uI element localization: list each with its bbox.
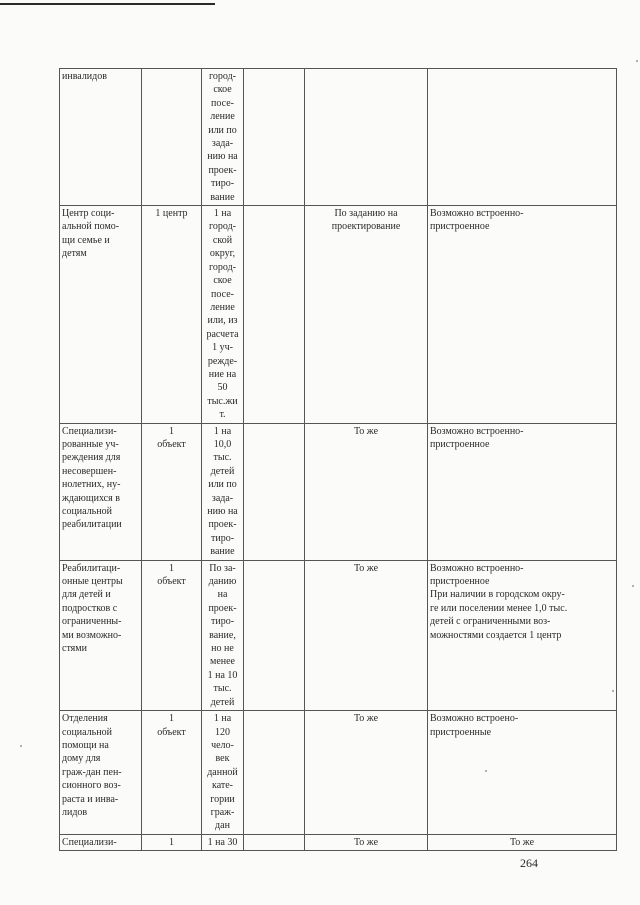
facility-cell: инвалидов xyxy=(60,69,142,206)
facility-cell: Отделения социальной помощи на дому для граж-дан пен- сионного воз- раста и инва- лидов xyxy=(60,711,142,835)
norms-table xyxy=(59,68,617,851)
notes-cell: Возможно встроенно- пристроенное xyxy=(428,423,617,560)
area-cell: То же xyxy=(305,423,428,560)
scan-speck xyxy=(636,60,638,62)
norm-cell: город- ское посе- ление или по зада- нию на проек- тиро- вание xyxy=(202,69,244,206)
empty-cell xyxy=(244,834,305,850)
table-row xyxy=(60,834,617,850)
notes-cell: Возможно встроенно- пристроенное xyxy=(428,206,617,424)
notes-cell: Возможно встроено- пристроенные xyxy=(428,711,617,835)
empty-cell xyxy=(244,711,305,835)
page-number: 264 xyxy=(520,856,538,870)
unit-cell xyxy=(142,69,202,206)
norm-cell: 1 на 10,0 тыс. детей или по зада- нию на проек- тиро- вание xyxy=(202,423,244,560)
norm-cell: По за- данию на проек- тиро- вание, но не менее 1 на 10 тыс. детей xyxy=(202,560,244,710)
empty-cell xyxy=(244,69,305,206)
norm-cell: 1 на 120 чело- век данной кате- гории граж- дан xyxy=(202,711,244,835)
table-row xyxy=(60,423,617,560)
table-row xyxy=(60,711,617,835)
unit-cell: 1 объект xyxy=(142,711,202,835)
area-cell: То же xyxy=(305,834,428,850)
facility-cell: Специализи- рованные уч- реждения для несовершен- нолетних, ну- ждающихся в социальной реабилитации xyxy=(60,423,142,560)
area-cell: По заданию на проектирование xyxy=(305,206,428,424)
area-cell xyxy=(305,69,428,206)
notes-cell xyxy=(428,69,617,206)
unit-cell: 1 объект xyxy=(142,560,202,710)
table-row xyxy=(60,560,617,710)
facility-cell: Реабилитаци- онные центры для детей и подростков с ограниченны- ми возможно- стями xyxy=(60,560,142,710)
scan-speck xyxy=(632,585,634,587)
scan-speck xyxy=(20,745,22,747)
unit-cell: 1 объект xyxy=(142,423,202,560)
empty-cell xyxy=(244,423,305,560)
table-row xyxy=(60,69,617,206)
unit-cell: 1 центр xyxy=(142,206,202,424)
facility-cell: Специализи- xyxy=(60,834,142,850)
empty-cell xyxy=(244,206,305,424)
table-row xyxy=(60,206,617,424)
facility-cell: Центр соци- альной помо- щи семье и детям xyxy=(60,206,142,424)
notes-cell: Возможно встроенно- пристроенное При наличии в городском окру- ге или поселении менее 1,0 тыс. детей с ограниченными воз- можностями создается 1 центр xyxy=(428,560,617,710)
empty-cell xyxy=(244,560,305,710)
area-cell: То же xyxy=(305,711,428,835)
area-cell: То же xyxy=(305,560,428,710)
notes-cell: То же xyxy=(428,834,617,850)
norm-cell: 1 на город- ской округ, город- ское посе- ление или, из расчета 1 уч- режде- ние на 50 тыс.жи т. xyxy=(202,206,244,424)
norm-cell: 1 на 30 xyxy=(202,834,244,850)
unit-cell: 1 xyxy=(142,834,202,850)
header-rule xyxy=(0,3,215,5)
